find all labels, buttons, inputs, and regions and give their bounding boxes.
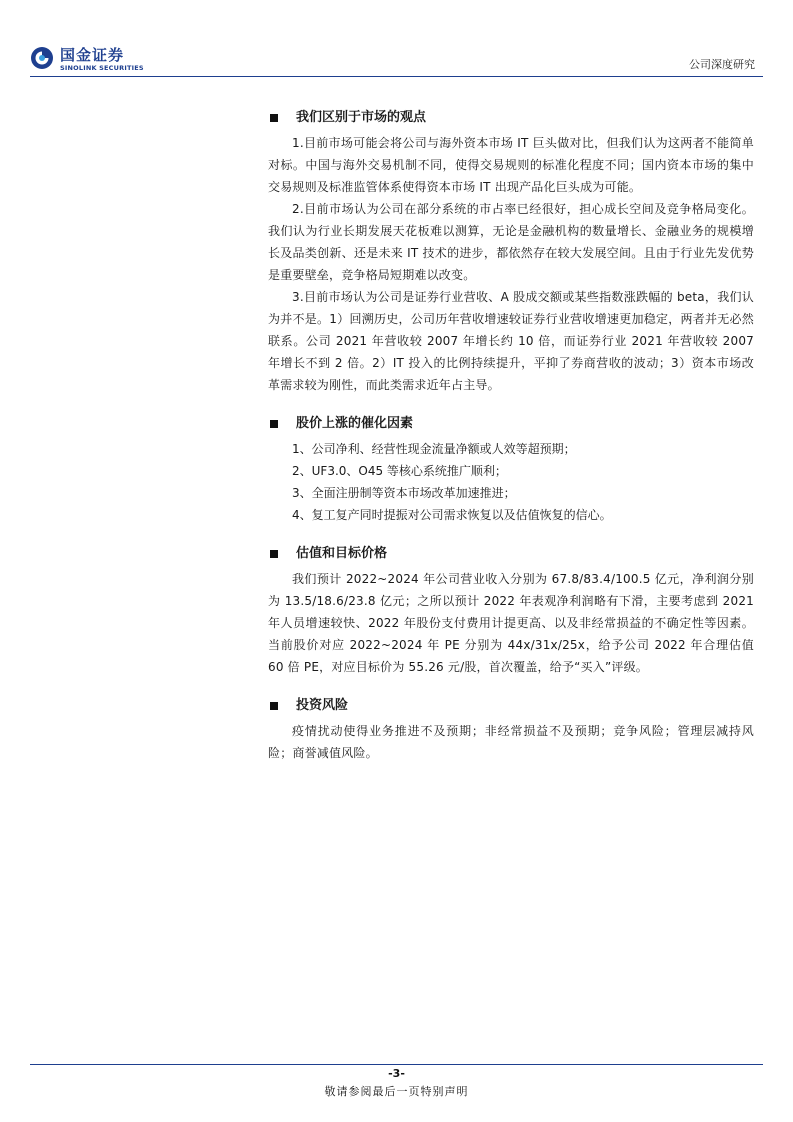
logo-english-name: SINOLINK SECURITIES: [60, 64, 144, 72]
section-catalysts: [268, 414, 754, 526]
list-item: 3、全面注册制等资本市场改革加速推进；: [292, 486, 516, 500]
header-divider: [30, 76, 763, 77]
paragraph: 1.目前市场可能会将公司与海外资本市场 IT 巨头做对比，但我们认为这两者不能简单对标。中国与海外交易机制不同，使得交易规则的标准化程度不同；国内资本市场的集中交易规则及标准监管体系使得资本市场 IT 出现产品化巨头成为可能。: [268, 136, 754, 194]
section-heading: 股价上涨的催化因素: [268, 414, 754, 434]
sinolink-logo-icon: [30, 46, 54, 70]
page-header: [0, 0, 793, 80]
list-item: 4、复工复产同时提振对公司需求恢复以及估值恢复的信心。: [292, 508, 612, 522]
page-number: -3-: [388, 1067, 405, 1080]
section-valuation: [268, 544, 754, 678]
paragraph: 2.目前市场认为公司在部分系统的市占率已经很好，担心成长空间及竞争格局变化。我们认为行业长期发展天花板难以测算，无论是金融机构的数量增长、金融业务的规模增长及品类创新、还是未来 IT 技术的进步，都依然存在较大发展空间。且由于行业先发优势是重要壁垒，竞争格局短期难以改变。: [268, 202, 754, 282]
section-heading: 我们区别于市场的观点: [268, 108, 754, 128]
footer-divider: [30, 1064, 763, 1065]
logo-chinese-name: 国金证券: [60, 46, 125, 64]
report-body: [268, 108, 754, 764]
square-bullet-icon: [270, 420, 278, 428]
footer-disclaimer: 敬请参阅最后一页特别声明: [324, 1085, 469, 1098]
list-item: 2、UF3.0、O45 等核心系统推广顺利；: [292, 464, 507, 478]
square-bullet-icon: [270, 114, 278, 122]
section-heading: 投资风险: [268, 696, 754, 716]
paragraph: 我们预计 2022~2024 年公司营业收入分别为 67.8/83.4/100.5 亿元，净利润分别为 13.5/18.6/23.8 亿元；之所以预计 2022 年表观净利润略有下滑，主要考虑到 2021 年人员增速较快、2022 年股份支付费用计提更高、以及非经常损益的不确定性等因素。当前股价对应 2022~2024 年 PE 分别为 44x/31x/25x，给予公司 2022 年合理估值 60 倍 PE，对应目标价为 55.26 元/股，首次覆盖，给予“买入”评级。: [268, 572, 754, 674]
section-heading: 估值和目标价格: [268, 544, 754, 564]
section-risks: [268, 696, 754, 764]
square-bullet-icon: [270, 702, 278, 710]
section-differentiated-view: [268, 108, 754, 396]
paragraph: 疫情扰动使得业务推进不及预期；非经常损益不及预期；竞争风险；管理层减持风险；商誉减值风险。: [268, 724, 754, 760]
report-type-label: 公司深度研究: [689, 58, 755, 71]
square-bullet-icon: [270, 550, 278, 558]
paragraph: 3.目前市场认为公司是证券行业营收、A 股成交额或某些指数涨跌幅的 beta，我们认为并不是。1）回溯历史，公司历年营收增速较证券行业营收增速更加稳定，两者并无必然联系。公司 2021 年营收较 2007 年增长约 10 倍，而证券行业 2021 年营收较 2007 年增长不到 2 倍。2）IT 投入的比例持续提升，平抑了券商营收的波动；3）资本市场改革需求较为刚性，而此类需求近年占主导。: [268, 290, 754, 392]
company-logo: [30, 44, 150, 76]
list-item: 1、公司净利、经营性现金流量净额或人效等超预期；: [292, 442, 576, 456]
